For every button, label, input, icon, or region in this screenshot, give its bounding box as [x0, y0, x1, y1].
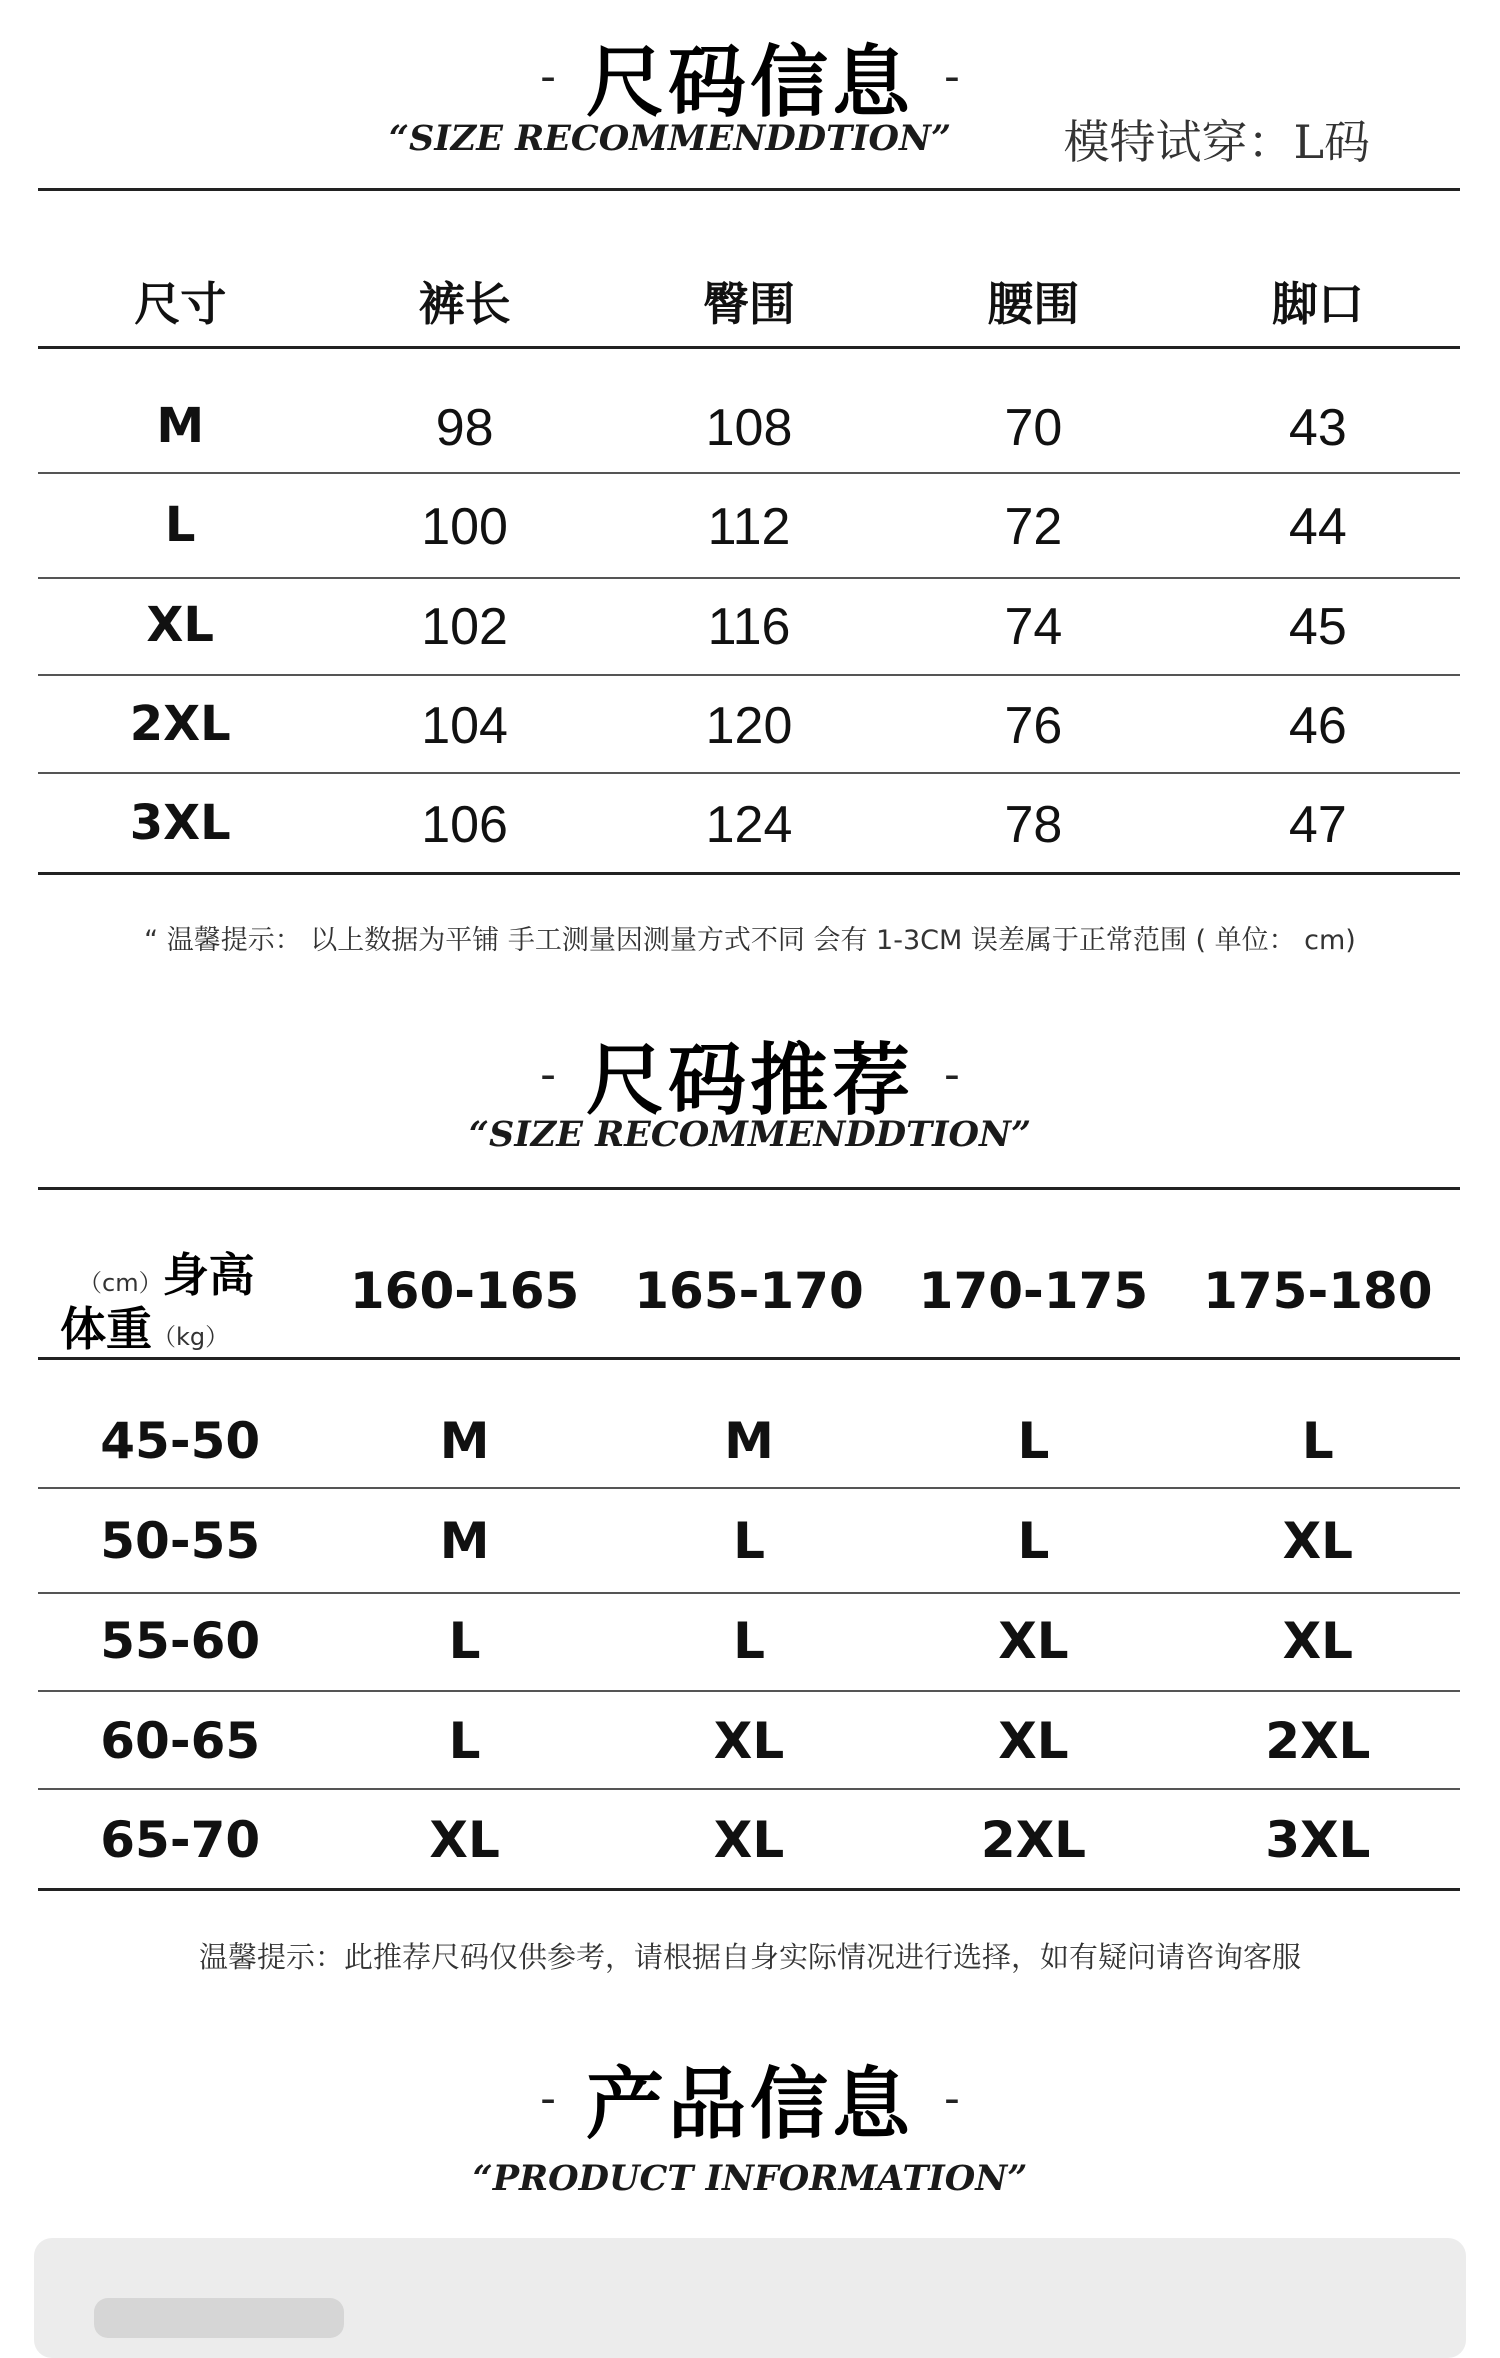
- length-cell: 104: [421, 697, 508, 755]
- heading-dash-left: -: [540, 1048, 556, 1100]
- row-divider: [38, 1788, 1460, 1790]
- size-cell: XL: [1282, 1512, 1354, 1570]
- size-cell: L: [448, 1712, 481, 1770]
- hem-cell: 45: [1288, 598, 1347, 656]
- hip-cell: 112: [707, 498, 791, 556]
- row-divider: [38, 1690, 1460, 1692]
- heading-dash-right: -: [944, 1048, 960, 1100]
- row-divider: [38, 577, 1460, 579]
- height-range-header: 160-165: [349, 1262, 580, 1320]
- weight-range-cell: 60-65: [100, 1712, 261, 1770]
- waist-cell: 70: [1004, 399, 1063, 457]
- product-info-heading: [0, 2042, 1500, 2154]
- size-cell: XL: [429, 1811, 500, 1869]
- hem-cell: 47: [1288, 796, 1347, 854]
- height-range-header: 170-175: [918, 1262, 1149, 1320]
- divider: [38, 346, 1460, 349]
- size-recommend-subtitle: “SIZE RECOMMENDDTION”: [468, 1114, 1032, 1155]
- length-cell: 102: [421, 598, 508, 656]
- row-divider: [38, 1487, 1460, 1489]
- product-info-panel: [34, 2238, 1466, 2358]
- product-info-title: 产品信息: [585, 2060, 914, 2150]
- waist-cell: 78: [1004, 796, 1063, 854]
- recommend-table-header: [38, 1262, 1460, 1320]
- size-cell: XL: [146, 597, 214, 653]
- hem-cell: 44: [1288, 498, 1347, 556]
- hip-header-cell: 臀围: [703, 277, 796, 331]
- hip-cell: 120: [705, 697, 793, 755]
- height-label: 身高: [162, 1248, 255, 1302]
- size-cell: L: [164, 497, 196, 553]
- weight-range-cell: 55-60: [100, 1612, 261, 1670]
- row-divider: [38, 772, 1460, 774]
- size-recommend-title: 尺码推荐: [585, 1036, 914, 1126]
- size-cell: M: [439, 1412, 490, 1470]
- waist-header-cell: 腰围: [987, 277, 1080, 331]
- table-row: [38, 1712, 1460, 1770]
- size-cell: 2XL: [1265, 1712, 1371, 1770]
- height-range-header: 165-170: [634, 1262, 864, 1320]
- table-row: [38, 1412, 1460, 1470]
- size-cell: XL: [998, 1712, 1069, 1770]
- divider: [38, 1187, 1460, 1190]
- divider: [38, 188, 1460, 191]
- size-info-subtitle: “SIZE RECOMMENDDTION”: [388, 118, 952, 159]
- hem-header-cell: 脚口: [1271, 277, 1364, 331]
- hip-cell: 124: [705, 796, 793, 854]
- size-cell: L: [1017, 1512, 1050, 1570]
- size-cell: L: [1301, 1412, 1334, 1470]
- divider: [38, 1888, 1460, 1891]
- divider: [38, 872, 1460, 875]
- weight-unit: （kg）: [152, 1323, 230, 1351]
- height-unit: （cm）: [78, 1269, 163, 1297]
- table-row: [38, 1512, 1460, 1570]
- row-divider: [38, 674, 1460, 676]
- heading-dash-right: -: [944, 50, 960, 102]
- heading-dash-right: -: [944, 2072, 960, 2124]
- table-row: [38, 1811, 1460, 1869]
- product-info-subtitle: “PRODUCT INFORMATION”: [472, 2158, 1028, 2199]
- size-cell: XL: [1282, 1612, 1354, 1670]
- corner-spacer: [38, 1262, 322, 1320]
- table-row: [38, 1612, 1460, 1670]
- size-cell: 2XL: [980, 1811, 1087, 1869]
- waist-cell: 72: [1004, 498, 1063, 556]
- size-cell: L: [733, 1612, 765, 1670]
- model-fit-note: 模特试穿：L码: [1063, 115, 1370, 169]
- size-cell: XL: [998, 1612, 1069, 1670]
- hem-cell: 46: [1288, 697, 1347, 755]
- length-cell: 98: [435, 399, 494, 457]
- size-cell: M: [724, 1412, 774, 1470]
- size-cell: 3XL: [1265, 1811, 1371, 1869]
- size-cell: XL: [713, 1712, 785, 1770]
- waist-cell: 76: [1004, 697, 1063, 755]
- hip-cell: 116: [707, 598, 791, 656]
- size-cell: 3XL: [129, 795, 231, 851]
- weight-range-cell: 50-55: [100, 1512, 261, 1570]
- row-divider: [38, 1592, 1460, 1594]
- length-cell: 100: [421, 498, 508, 556]
- size-cell: L: [448, 1612, 481, 1670]
- heading-dash-left: -: [540, 50, 556, 102]
- weight-range-cell: 45-50: [100, 1412, 261, 1470]
- size-cell: L: [733, 1512, 765, 1570]
- size-cell: M: [439, 1512, 490, 1570]
- product-info-tab: [94, 2298, 344, 2338]
- size-cell: L: [1017, 1412, 1050, 1470]
- table-row: [38, 795, 1460, 855]
- size-cell: 2XL: [129, 696, 231, 752]
- divider: [38, 1357, 1460, 1360]
- row-divider: [38, 472, 1460, 474]
- heading-dash-left: -: [540, 2072, 556, 2124]
- table-row: [38, 398, 1460, 458]
- recommend-note: 温馨提示：此推荐尺码仅供参考，请根据自身实际情况进行选择，如有疑问请咨询客服: [198, 1940, 1301, 1974]
- size-header-cell: 尺寸: [134, 277, 227, 331]
- hip-cell: 108: [705, 399, 793, 457]
- waist-cell: 74: [1004, 598, 1063, 656]
- table-row: [38, 497, 1460, 557]
- weight-range-cell: 65-70: [100, 1811, 261, 1869]
- height-range-header: 175-180: [1203, 1262, 1433, 1320]
- length-cell: 106: [421, 796, 508, 854]
- size-cell: XL: [713, 1811, 785, 1869]
- size-cell: M: [156, 398, 205, 454]
- measurement-note: “ 温馨提示： 以上数据为平铺 手工测量因测量方式不同 会有 1-3CM 误差属于正常范围 ( 单位： cm): [144, 925, 1356, 956]
- size-table-header: [38, 268, 1460, 334]
- length-header-cell: 裤长: [418, 277, 511, 331]
- table-row: [38, 696, 1460, 756]
- table-row: [38, 597, 1460, 657]
- size-info-title: 尺码信息: [585, 38, 914, 128]
- hem-cell: 43: [1288, 399, 1347, 457]
- weight-label: 体重: [60, 1302, 152, 1356]
